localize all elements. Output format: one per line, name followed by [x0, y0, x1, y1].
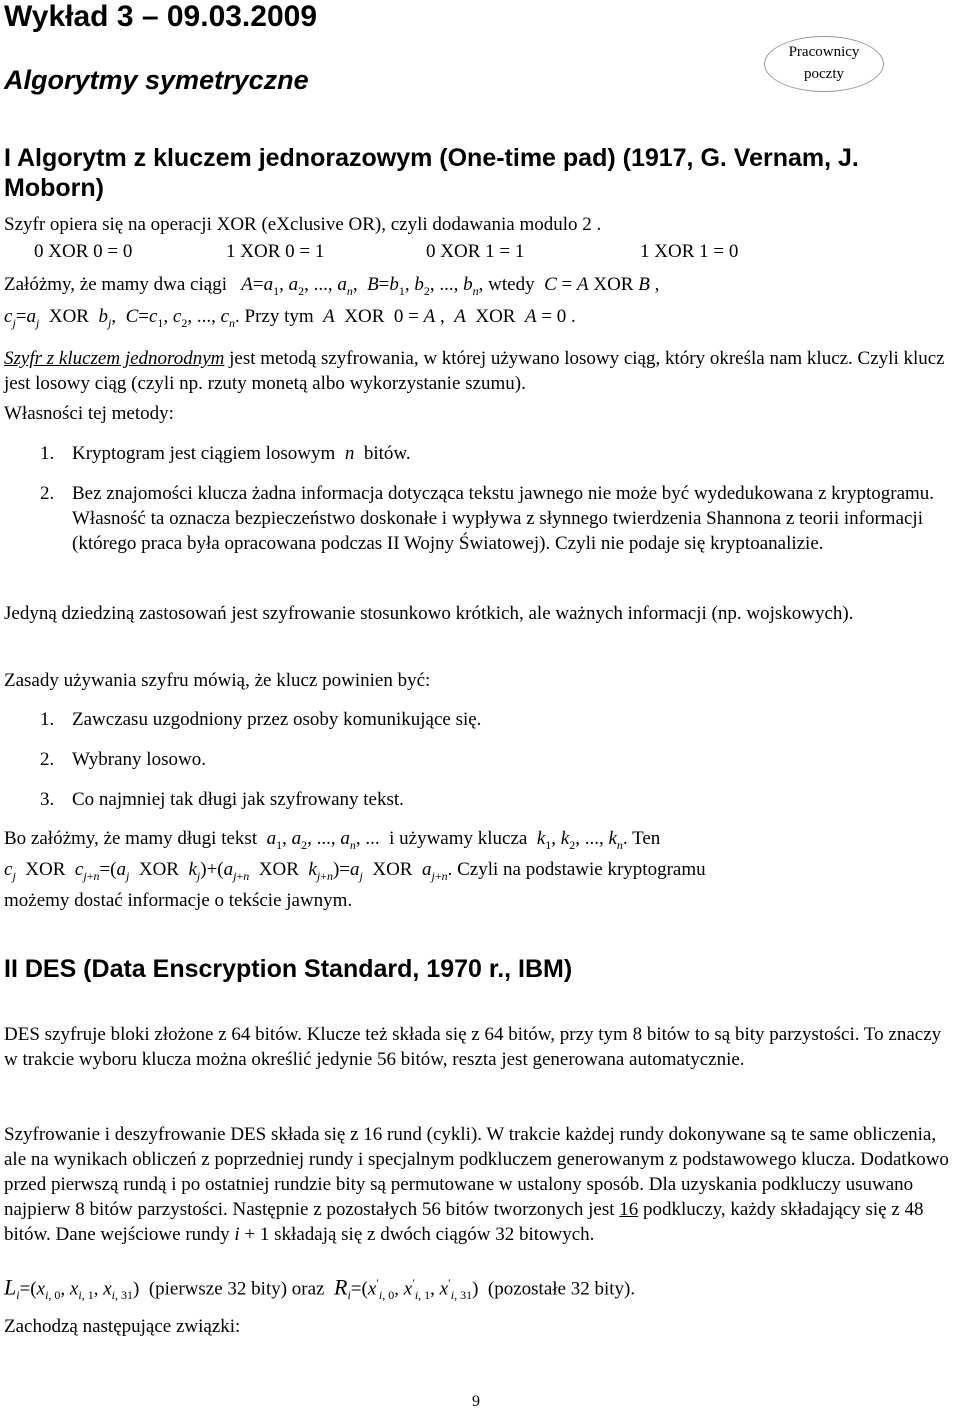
page-number: 9 [472, 1393, 480, 1410]
attack-text-a: Bo załóżmy, że mamy długi tekst [4, 828, 258, 849]
when-text: , wtedy [478, 274, 535, 295]
property-2-text: Bez znajomości klucza żadna informacja dotycząca tekstu jawnego nie może być wydedukowana z kryptogramu. Własność ta oznacza bezpieczeństwo doskonałe i wypływa z słynnego twierdzenia Shannona z teorii informacji (którego praca była opracowana podczas II Wojny Światowej). Czyli nie podaje się kryptoanalizie. [72, 483, 935, 554]
attack-line-3: możemy dostać informacje o tekście jawnym. [4, 890, 353, 911]
des-paragraph-2-a: Szyfrowanie i deszyfrowanie DES składa się z 16 rund (cykli). W trakcie każdej rundy dokonywane są te same obliczenia, ale na wynikach obliczeń z poprzedniej rundy i specjalnym podkluczem generowanym z podstawowego klucza. Dodatkowo przed pierwszą rundą i po ostatniej rundzie bity są permutowane w ustalony sposób. Dla uzyskania podkluczy usuwano najpierw 8 bitów parzystości. Następnie z pozostałych 56 bitów tworzonych jest [4, 1124, 949, 1220]
given-text: . Przy tym [235, 306, 314, 327]
property-2 [40, 481, 956, 556]
comment-bubble-line-1: Pracownicy [788, 44, 860, 60]
list-number: 1. [40, 443, 55, 464]
lecture-title: Wykład 3 – 09.03.2009 [4, 0, 318, 33]
attack-line-2: $c_j$ XOR $c_{j+n}=(a_j$ XOR $k_j)+(a_{j+n}$ XOR $k_{j+n})=a_j$ XOR $a_{j+n}$. Czyli na podstawie kryptogramu [4, 859, 706, 883]
rules-heading: Zasady używania szyfru mówią, że klucz powinien być: [4, 670, 431, 691]
definition-term: Szyfr z kluczem jednorodnym [4, 348, 225, 369]
rule-3-text: Co najmniej tak długi jak szyfrowany tekst. [72, 789, 404, 810]
lecture-subtitle: Algorytmy symetryczne [4, 65, 309, 95]
comment-bubble-line-2: poczty [804, 66, 844, 82]
definition-paragraph [4, 346, 956, 396]
properties-heading: Własności tej metody: [4, 403, 174, 424]
des-paragraph-2-b: podkluczy, każdy składający się z 48 bitów. Dane wejściowe rundy [4, 1199, 924, 1245]
rule-2-text: Wybrany losowo. [72, 749, 206, 770]
des-paragraph-1: DES szyfruje bloki złożone z 64 bitów. Klucze też składa się z 64 bitów, przy tym 8 bitów to są bity parzystości. To znaczy w trakcie wyboru klucza można określić jedynie 56 bitów, reszta jest generowana automatycznie. [4, 1024, 942, 1070]
rule-1-text: Zawczasu uzgodniony przez osoby komunikujące się. [72, 709, 482, 730]
list-number: 2. [40, 749, 55, 770]
xor-intro: Szyfr opiera się na operacji XOR (eXclusive OR), czyli dodawania modulo 2 . [4, 214, 602, 235]
definition-rest: jest metodą szyfrowania, w której używano losowy ciąg, który określa nam klucz. Czyli klucz jest losowy ciąg (czyli np. rzuty monetą albo wykorzystanie szumu). [4, 348, 945, 394]
xor-table-1: 0 XOR 0 = 0 [34, 241, 133, 262]
rule-2 [40, 747, 206, 772]
attack-text-c: . Ten [622, 828, 661, 849]
attack-text-d: . Czyli na podstawie kryptogramu [447, 859, 706, 880]
attack-text-b: i używamy klucza [389, 828, 528, 849]
relations-line: Zachodzą następujące związki: [4, 1316, 241, 1337]
assume-text: Załóżmy, że mamy dwa ciągi [4, 274, 227, 295]
des-paragraph-2: Szyfrowanie i deszyfrowanie DES składa się z 16 rund (cykli). W trakcie każdej rundy dokonywane są te same obliczenia, ale na wynikach obliczeń z poprzedniej rundy i specjalnym podkluczem generowanym z podstawowego klucza. Dodatkowo przed pierwszą rundą i po ostatniej rundzie bity są permutowane w ustalony sposób. Dla uzyskania podkluczy usuwano najpierw 8 bitów parzystości. Następnie z pozostałych 56 bitów tworzonych jest 16 podkluczy, każdy składający się z 48 bitów. Dane wejściowe rundy i + 1 składają się z dwóch ciągów 32 bitowych. [4, 1124, 949, 1245]
property-1 [40, 441, 411, 466]
xor-table-3: 0 XOR 1 = 1 [426, 241, 525, 262]
rule-1 [40, 707, 481, 732]
sequences-line: Załóżmy, że mamy dwa ciągi $A=a_1$, $a_2$, ..., $a_n$, $B=b_1$, $b_2$, ..., $b_n$, wtedy C = A XOR B , [4, 274, 660, 298]
subkey-count: 16 [619, 1199, 639, 1220]
section-2-heading: II DES (Data Enscryption Standard, 1970 r., IBM) [4, 955, 573, 983]
xor-formula-line: $c_j=a_j$ XOR $b_j$, $C=c_1$, $c_2$, ..., $c_n$. Przy tym A XOR 0 = A , A XOR A = 0 . [4, 306, 576, 330]
property-1-text-b: bitów. [363, 443, 411, 464]
section-1-heading: I Algorytm z kluczem jednorazowym (One-time pad) (1917, G. Vernam, J. Moborn) [4, 144, 859, 202]
list-number: 1. [40, 709, 55, 730]
list-number: 2. [40, 483, 55, 504]
rule-3 [40, 787, 404, 812]
des-paragraph-2-c: składają się z dwóch ciągów 32 bitowych. [269, 1224, 595, 1245]
application-paragraph: Jedyną dziedziną zastosowań jest szyfrowanie stosunkowo krótkich, ale ważnych informacji (np. wojskowych). [4, 603, 854, 624]
property-1-var: n [344, 443, 355, 464]
lr-text-a: (pierwsze 32 bity) oraz [148, 1278, 325, 1300]
lr-text-b: (pozostałe 32 bity). [487, 1278, 636, 1300]
xor-table-2: 1 XOR 0 = 1 [226, 241, 325, 262]
attack-line-1: Bo załóżmy, że mamy długi tekst $a_1$, $a_2$, ..., $a_n$, ... i używamy klucza $k_1$, $k_2$, ..., $k_n$. Ten [4, 828, 661, 852]
xor-table-4: 1 XOR 1 = 0 [640, 241, 739, 262]
property-1-text-a: Kryptogram jest ciągiem losowym [72, 443, 336, 464]
list-number: 3. [40, 789, 55, 810]
comment-bubble [764, 36, 884, 92]
lr-line: $L_i=(x_{i, 0}$, $x_{i, 1}$, $x_{i, 31}$) (pierwsze 32 bity) oraz $R_i=(x'_{i, 0}$, $x'_{i, 1}$, $x'_{i, 31}$) (pozostałe 32 bity). [4, 1274, 636, 1303]
